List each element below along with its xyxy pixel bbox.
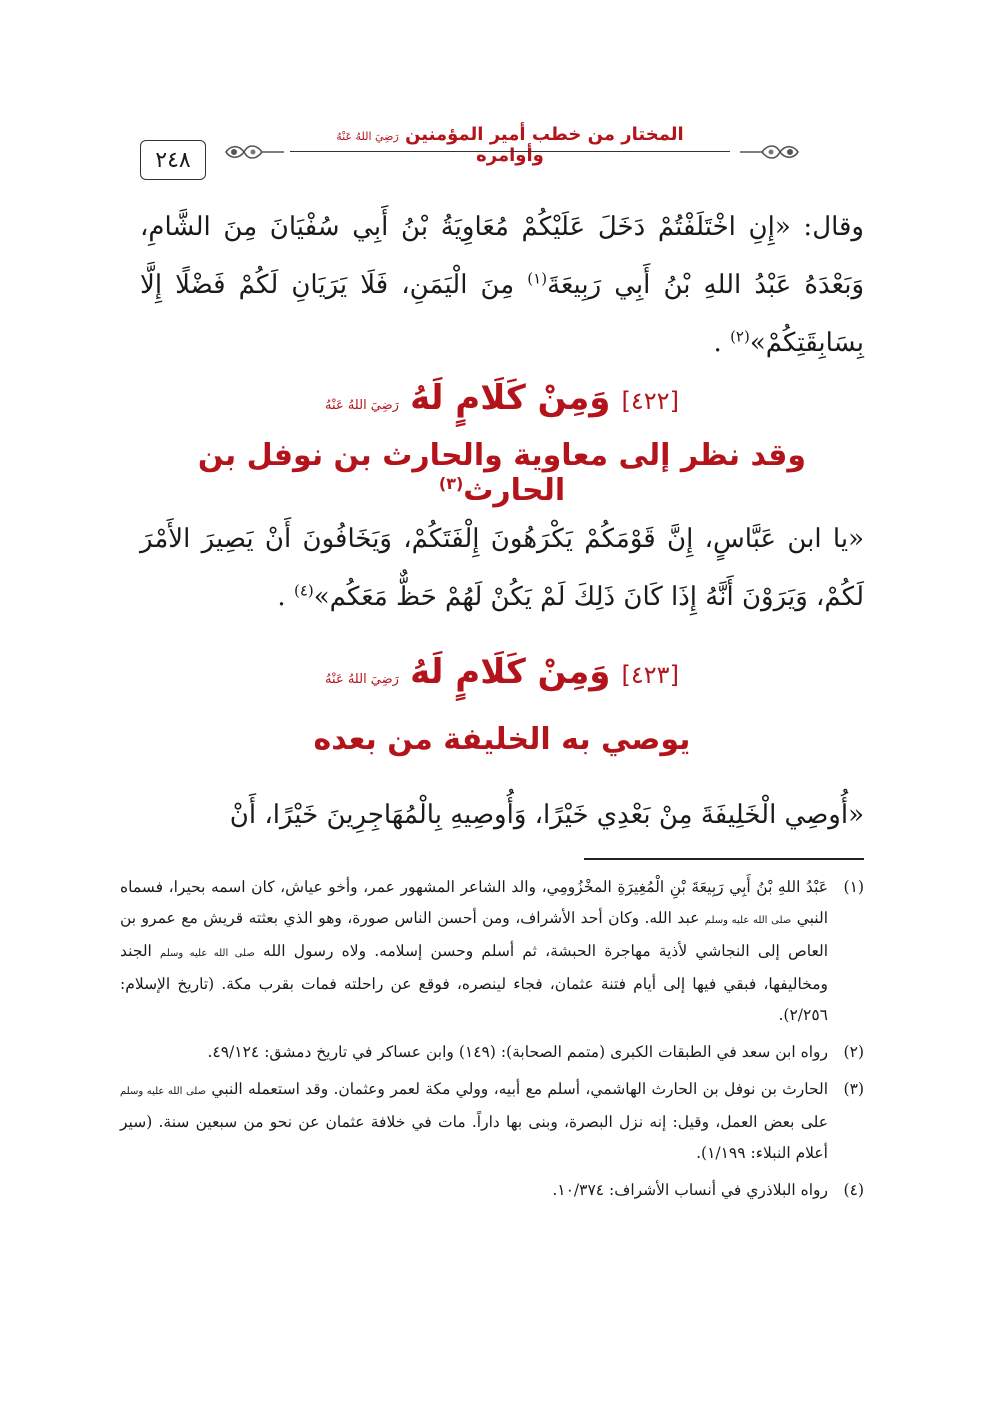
honorific-phrase: صلى الله عليه وسلم xyxy=(704,915,792,926)
paragraph-1-intro: وقال: xyxy=(790,212,864,242)
header-honorific: رَضِيَ اللهُ عَنْهُ xyxy=(336,130,399,143)
paragraph-3-quote: «أُوصِي الْخَلِيفَةَ مِنْ بَعْدِي خَيْرًا، وَأُوصِيهِ بِالْمُهَاجِرِينَ خَيْرًا، أَنْ xyxy=(229,800,864,830)
honorific-phrase: صلى الله عليه وسلم xyxy=(160,948,255,959)
footnote-mark: (٢) xyxy=(843,1043,864,1061)
section-title: وَمِنْ كَلَامٍ لَهُ xyxy=(410,378,611,418)
footnote-separator xyxy=(584,858,864,860)
paragraph-2 xyxy=(140,510,864,626)
footnote-1 xyxy=(120,872,864,1031)
header-rule xyxy=(290,151,730,152)
section-number: [٤٢٢] xyxy=(621,387,679,415)
footnote-text-part: عَبْدُ اللهِ بْنُ أَبِي رَبِيعَةَ بْنِ الْمُغِيرَةِ المخْزُومِي، والد الشاعر المشهور عمر، وأخو عياش، كان اسمه بحيرا، فسماه النبي xyxy=(120,878,829,927)
paragraph-1-end: . xyxy=(713,328,731,358)
section-title: وَمِنْ كَلَامٍ لَهُ xyxy=(410,652,611,692)
footnote-4 xyxy=(120,1175,864,1206)
footnote-text xyxy=(120,1074,828,1169)
page-number: ٢٤٨ xyxy=(155,147,191,173)
footnote-text: رواه ابن سعد في الطبقات الكبرى (متمم الصحابة): (١٤٩) وابن عساكر في تاريخ دمشق: ٤٩/١٢٤. xyxy=(207,1043,828,1061)
footnote-ref-2[interactable]: (٢) xyxy=(730,327,750,346)
subheading-text: وقد نظر إلى معاوية والحارث بن نوفل بن الحارث xyxy=(197,438,807,508)
footnote-mark: (٤) xyxy=(843,1181,864,1199)
footnote-ref-1[interactable]: (١) xyxy=(527,269,548,288)
footnotes xyxy=(120,872,864,1212)
section-number: [٤٢٣] xyxy=(621,661,679,689)
footnote-mark: (٣) xyxy=(843,1080,864,1098)
paragraph-1-quote-cont: مِنَ الْيَمَنِ، فَلَا يَرَيَانِ لَكُمْ فَضْلًا إِلَّا بِسَابِقَتِكُمْ» xyxy=(140,270,864,358)
section-subheading-423 xyxy=(140,722,864,757)
page-number-box xyxy=(140,140,206,180)
honorific-phrase: صلى الله عليه وسلم xyxy=(120,1086,207,1097)
header-title-main: المختار من خطب أمير المؤمنين xyxy=(405,124,684,145)
paragraph-2-quote: «يا ابن عَبَّاسٍ، إِنَّ قَوْمَكُمْ يَكْرَهُونَ إِلْفَتَكُمْ، وَيَخَافُونَ أَنْ يَصِيرَ الأَمْرَ لَكُمْ، وَيَرَوْنَ أَنَّهُ إِذَا كَانَ ذَلِكَ لَمْ يَكُنْ لَهُمْ حَظٌّ مَعَكُم» xyxy=(140,524,864,612)
section-heading-422 xyxy=(140,378,864,418)
footnote-text: رواه البلاذري في أنساب الأشراف: ١٠/٣٧٤. xyxy=(552,1181,828,1199)
ornament-right-icon xyxy=(738,140,802,164)
running-header xyxy=(300,124,720,166)
paragraph-3 xyxy=(140,786,864,844)
subheading-text: يوصي به الخليفة من بعده xyxy=(313,722,691,757)
footnote-text-part: الحارث بن نوفل بن الحارث الهاشمي، أسلم مع أبيه، وولي مكة لعمر وعثمان. وقد استعمله النبي xyxy=(206,1080,829,1098)
footnote-text-part: على بعض العمل، وقيل: إنه نزل البصرة، وبنى بها داراً. مات في خلافة عثمان عن نحو من سبعين سنة. (سير أعلام النبلاء: ١/١٩٩). xyxy=(120,1113,828,1162)
ornament-left-icon xyxy=(222,140,286,164)
paragraph-1 xyxy=(140,198,864,372)
section-honorific: رَضِيَ اللهُ عَنْهُ xyxy=(325,672,399,687)
footnote-ref-3[interactable]: (٣) xyxy=(438,474,464,493)
footnote-text-part: عبد الله. وكان أحد الأشراف، ومن أحسن الناس صورة، وهو الذي بعثته قريش مع عمرو بن العاص إلى النجاشي لأذية مهاجرة الحبشة، ثم أسلم وحسن إسلامه. ولاه رسول الله xyxy=(120,909,829,960)
footnote-ref-4[interactable]: (٤) xyxy=(293,581,314,600)
section-honorific: رَضِيَ اللهُ عَنْهُ xyxy=(325,398,399,413)
footnote-3 xyxy=(120,1074,864,1169)
footnote-mark: (١) xyxy=(843,878,864,896)
header-title-end: وأوامره xyxy=(476,145,544,166)
section-subheading-422 xyxy=(140,438,864,508)
paragraph-2-end: . xyxy=(277,582,294,612)
paragraph-1-quote: «إِنِ اخْتَلَفْتُمْ دَخَلَ عَلَيْكُمْ مُعَاوِيَةُ بْنُ أَبِي سُفْيَانَ مِنَ الشَّامِ، وَبَعْدَهُ عَبْدُ اللهِ بْنُ أَبِي رَبِيعَةَ xyxy=(140,212,864,300)
footnote-2 xyxy=(120,1037,864,1068)
section-heading-423 xyxy=(140,652,864,692)
footnote-text-part: الجند ومخاليفها، فبقي فيها إلى أيام فتنة عثمان، فجاء لينصره، فوقع عن راحلته فمات بقرب مكة. (تاريخ الإسلام: ٢/٢٥٦). xyxy=(120,942,828,1024)
footnote-text xyxy=(120,872,828,1031)
